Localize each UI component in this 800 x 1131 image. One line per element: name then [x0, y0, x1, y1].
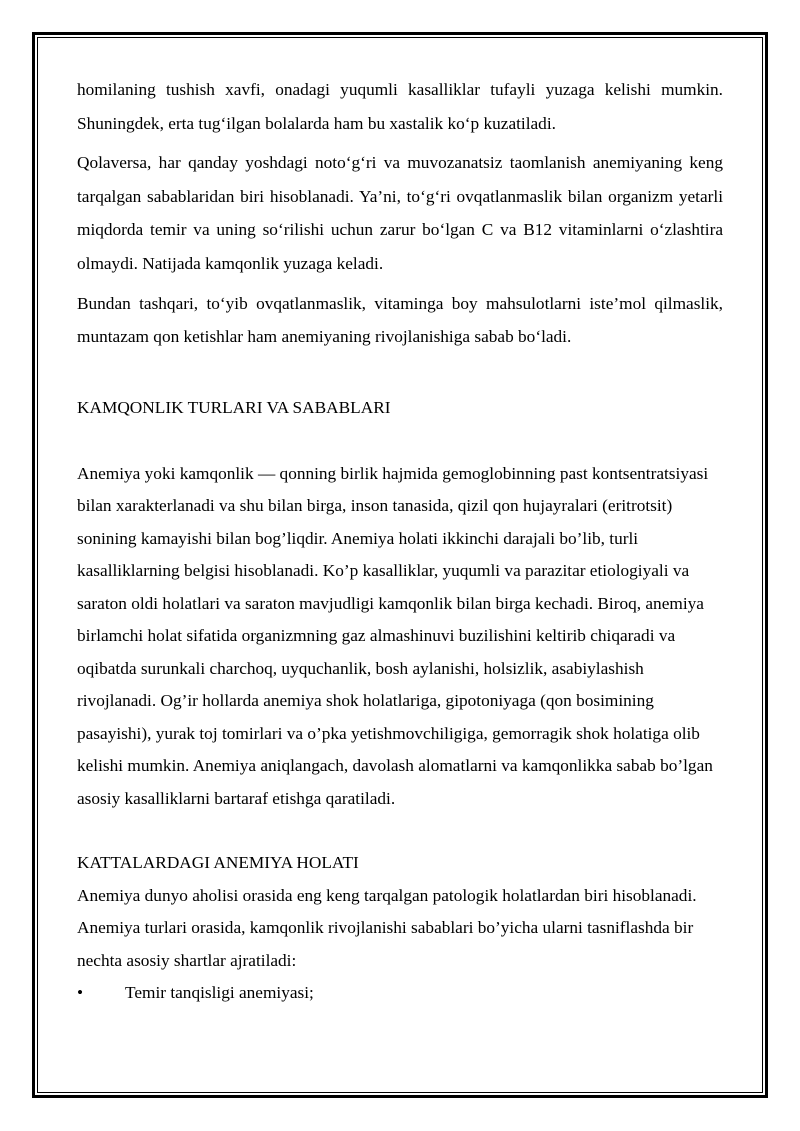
section-heading-adults: KATTALARDAGI ANEMIYA HOLATI	[77, 853, 359, 873]
paragraph-anemia-definition: Anemiya yoki kamqonlik — qonning birlik hajmida gemoglobinning past kontsentratsiyasi bilan xarakterlanadi va shu bilan birga, inson tanasida, qizil qon hujayralari (eritrotsit) sonining kamayishi bilan bog’liqdir. Anemiya holati ikkinchi darajali bo’lib, turli kasalliklarning belgisi hisoblanadi. Ko’p kasalliklar, yuqumli va parazitar etiologiyali va saraton oldi holatlari va saraton mavjudligi kamqonlik bilan birga kechadi. Biroq, anemiya birlamchi holat sifatida organizmning gaz almashinuvi buzilishini keltirib chiqaradi va oqibatda surunkali charchoq, uyquchanlik, bosh aylanishi, holsizlik, asabiylashish rivojlanadi. Og’ir hollarda anemiya shok holatlariga, gipotoniyaga (qon bosimining pasayishi), yurak toj tomirlari va o’pka yetishmovchiligiga, gemorragik shok holatiga olib kelishi mumkin. Anemiya aniqlangach, davolash alomatlarni va kamqonlikka sabab bo’lgan asosiy kasalliklarni bartaraf etishga qaratiladi.	[77, 463, 713, 808]
paragraph-other-causes: Bundan tashqari, to‘yib ovqatlanmaslik, vitaminga boy mahsulotlarni iste’mol qilmaslik, muntazam qon ketishlar ham anemiyaning rivojlanishiga sabab bo‘ladi.	[77, 293, 723, 347]
list-item-text: Temir tanqisligi anemiyasi;	[125, 983, 314, 1003]
bullet-icon: •	[77, 983, 84, 1003]
paragraph-intro: homilaning tushish xavfi, onadagi yuqumli kasalliklar tufayli yuzaga kelishi mumkin. Shuningdek, erta tug‘ilgan bolalarda ham bu xastalik ko‘p kuzatiladi.	[77, 80, 723, 133]
document-body	[77, 73, 723, 1010]
list-item	[77, 977, 723, 1010]
section-heading-types: KAMQONLIK TURLARI VA SABABLARI	[77, 397, 391, 417]
paragraph-adults-anemia: Anemiya dunyo aholisi orasida eng keng tarqalgan patologik holatlardan biri hisoblanadi. Anemiya turlari orasida, kamqonlik rivojlanishi sabablari bo’yicha ularni tasniflashda bir nechta asosiy shartlar ajratiladi:	[77, 885, 697, 970]
paragraph-nutrition: Qolaversa, har qanday yoshdagi noto‘g‘ri va muvozanatsiz taomlanish anemiyaning keng tarqalgan sabablaridan biri hisoblanadi. Ya’ni, to‘g‘ri ovqatlanmaslik bilan organizm yetarli miqdorda temir va uning so‘rilishi uchun zarur bo‘lgan C va B12 vitaminlarni o‘zlashtira olmaydi. Natijada kamqonlik yuzaga keladi.	[77, 153, 723, 273]
